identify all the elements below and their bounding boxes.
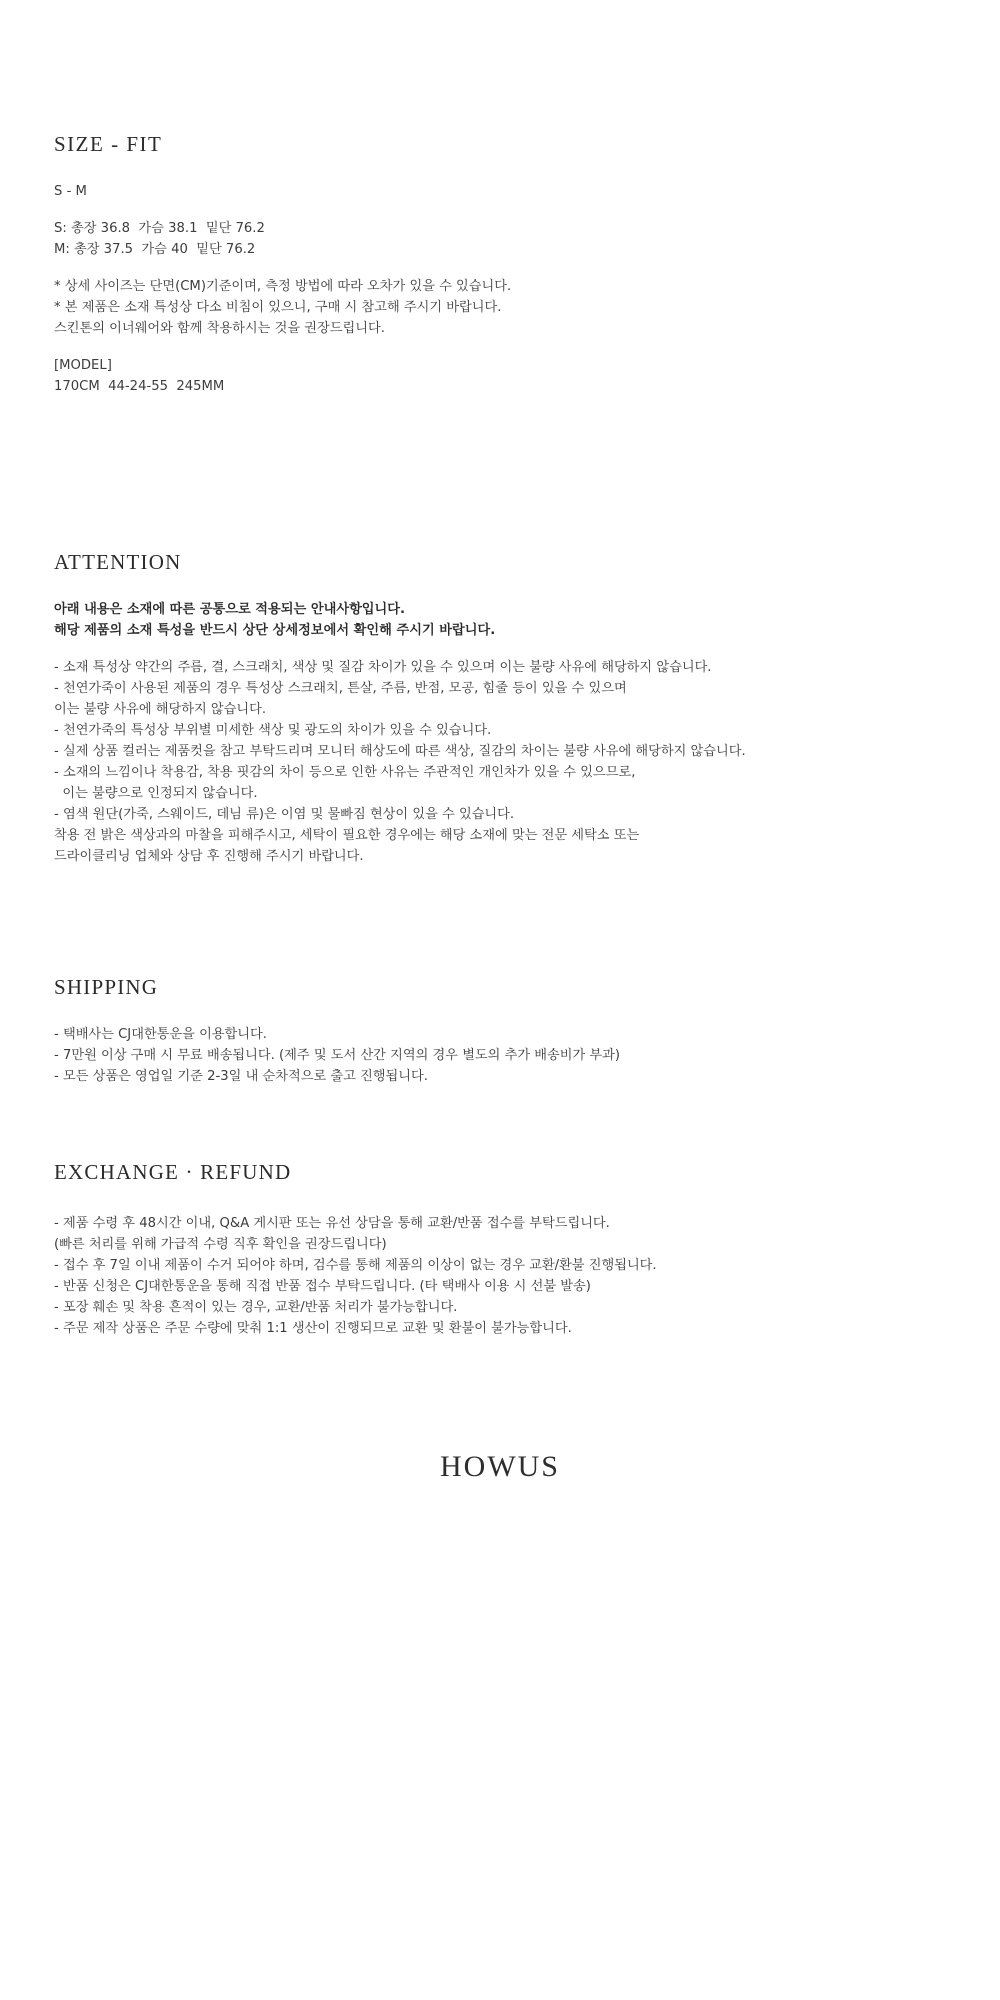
text-line: S - M bbox=[54, 184, 87, 200]
size-fit-heading: SIZE - FIT bbox=[54, 132, 163, 157]
shipping-section bbox=[54, 958, 620, 1087]
text-line: - 실제 상품 컬러는 제품컷을 참고 부탁드리며 모니터 해상도에 따른 색상, 질감의 차이는 불량 사유에 해당하지 않습니다. bbox=[54, 744, 746, 760]
attention-section bbox=[54, 533, 746, 867]
text-line: - 반품 신청은 CJ대한통운을 통해 직접 반품 접수 부탁드립니다. (타 택배사 이용 시 선불 발송) bbox=[54, 1279, 591, 1295]
attention-heading: ATTENTION bbox=[54, 550, 182, 575]
text-line: 해당 제품의 소재 특성을 반드시 상단 상세정보에서 확인해 주시기 바랍니다. bbox=[54, 623, 496, 639]
exchange-refund-section bbox=[54, 1143, 657, 1339]
size-fit-body bbox=[54, 181, 511, 397]
text-line: - 포장 훼손 및 착용 흔적이 있는 경우, 교환/반품 처리가 불가능합니다. bbox=[54, 1300, 458, 1316]
text-line: - 소재 특성상 약간의 주름, 결, 스크래치, 색상 및 질감 차이가 있을 수 있으며 이는 불량 사유에 해당하지 않습니다. bbox=[54, 660, 712, 676]
text-line: M: 총장 37.5 가슴 40 밑단 76.2 bbox=[54, 242, 256, 258]
text-line: - 주문 제작 상품은 주문 수량에 맞춰 1:1 생산이 진행되므로 교환 및 환불이 불가능합니다. bbox=[54, 1321, 572, 1337]
text-line: - 소재의 느낌이나 착용감, 착용 핏감의 차이 등으로 인한 사유는 주관적인 개인차가 있을 수 있으므로, bbox=[54, 765, 636, 781]
text-line: 이는 불량 사유에 해당하지 않습니다. bbox=[54, 702, 267, 718]
text-line: - 제품 수령 후 48시간 이내, Q&A 게시판 또는 유선 상담을 통해 교환/반품 접수를 부탁드립니다. bbox=[54, 1216, 610, 1232]
text-line: 드라이클리닝 업체와 상담 후 진행해 주시기 바랍니다. bbox=[54, 849, 364, 865]
size-fit-section bbox=[54, 115, 511, 397]
text-line: 아래 내용은 소재에 따른 공통으로 적용되는 안내사항입니다. bbox=[54, 602, 406, 618]
spacer bbox=[54, 202, 511, 218]
text-line: 스킨톤의 이너웨어와 함께 착용하시는 것을 권장드립니다. bbox=[54, 321, 385, 337]
shipping-heading: SHIPPING bbox=[54, 975, 159, 1000]
text-line: - 접수 후 7일 이내 제품이 수거 되어야 하며, 검수를 통해 제품의 이상이 없는 경우 교환/환불 진행됩니다. bbox=[54, 1258, 657, 1274]
text-line: - 모든 상품은 영업일 기준 2-3일 내 순차적으로 출고 진행됩니다. bbox=[54, 1069, 428, 1085]
spacer bbox=[54, 641, 746, 657]
text-line: * 상세 사이즈는 단면(CM)기준이며, 측정 방법에 따라 오차가 있을 수 있습니다. bbox=[54, 279, 512, 295]
text-line: - 천연가죽의 특성상 부위별 미세한 색상 및 광도의 차이가 있을 수 있습니다. bbox=[54, 723, 492, 739]
spacer bbox=[54, 339, 511, 355]
attention-body bbox=[54, 599, 746, 867]
text-line: 170CM 44-24-55 245MM bbox=[54, 379, 225, 395]
text-line: (빠른 처리를 위해 가급적 수령 직후 확인을 권장드립니다) bbox=[54, 1237, 387, 1253]
brand-logo: HOWUS bbox=[440, 1450, 560, 1483]
exchange-refund-body bbox=[54, 1213, 657, 1339]
text-line: * 본 제품은 소재 특성상 다소 비침이 있으니, 구매 시 참고해 주시기 바랍니다. bbox=[54, 300, 502, 316]
text-line: - 택배사는 CJ대한통운을 이용합니다. bbox=[54, 1027, 267, 1043]
exchange-refund-heading: EXCHANGE · REFUND bbox=[54, 1160, 292, 1185]
shipping-body bbox=[54, 1024, 620, 1087]
text-line: [MODEL] bbox=[54, 358, 112, 374]
text-line: - 염색 원단(가죽, 스웨이드, 데님 류)은 이염 및 물빠짐 현상이 있을 수 있습니다. bbox=[54, 807, 515, 823]
text-line: 착용 전 밝은 색상과의 마찰을 피해주시고, 세탁이 필요한 경우에는 해당 소재에 맞는 전문 세탁소 또는 bbox=[54, 828, 640, 844]
text-line: - 7만원 이상 구매 시 무료 배송됩니다. (제주 및 도서 산간 지역의 경우 별도의 추가 배송비가 부과) bbox=[54, 1048, 621, 1064]
spacer bbox=[54, 260, 511, 276]
text-line: - 천연가죽이 사용된 제품의 경우 특성상 스크래치, 튼살, 주름, 반점, 모공, 힘줄 등이 있을 수 있으며 bbox=[54, 681, 627, 697]
text-line: 이는 불량으로 인정되지 않습니다. bbox=[54, 786, 258, 802]
text-line: S: 총장 36.8 가슴 38.1 밑단 76.2 bbox=[54, 221, 265, 237]
